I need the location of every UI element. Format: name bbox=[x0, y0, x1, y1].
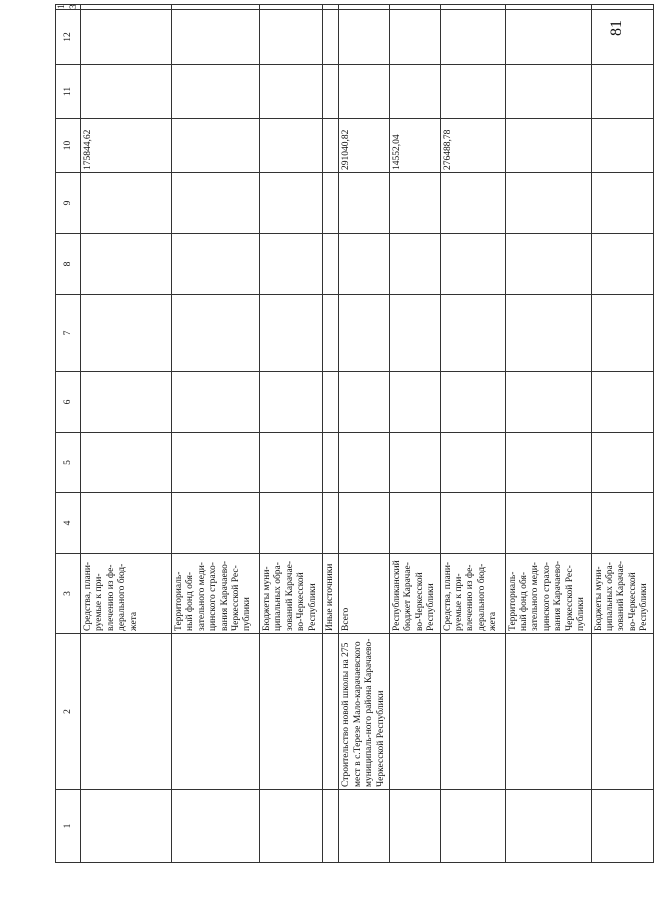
cell-col6 bbox=[172, 372, 260, 433]
cell-col1 bbox=[323, 790, 339, 863]
cell-col7 bbox=[323, 295, 339, 372]
cell-col13 bbox=[260, 5, 323, 10]
table-row bbox=[390, 5, 441, 863]
header-cell: 9 bbox=[56, 173, 81, 234]
cell-col11 bbox=[172, 65, 260, 119]
cell-col11 bbox=[591, 65, 653, 119]
cell-col6 bbox=[339, 372, 390, 433]
cell-col12 bbox=[591, 10, 653, 65]
cell-col8 bbox=[440, 234, 505, 295]
cell-col6 bbox=[81, 372, 172, 433]
cell-col4 bbox=[260, 493, 323, 554]
cell-col5 bbox=[440, 433, 505, 493]
cell-col6 bbox=[323, 372, 339, 433]
cell-col8 bbox=[591, 234, 653, 295]
header-cell: 3 bbox=[56, 554, 81, 634]
cell-col2 bbox=[260, 634, 323, 790]
cell-col9 bbox=[591, 173, 653, 234]
cell-col7 bbox=[260, 295, 323, 372]
cell-col5 bbox=[390, 433, 441, 493]
cell-col1 bbox=[440, 790, 505, 863]
cell-col13 bbox=[390, 5, 441, 10]
cell-amount: 14552,04 bbox=[390, 119, 441, 173]
cell-col1 bbox=[591, 790, 653, 863]
cell-col5 bbox=[505, 433, 591, 493]
cell-col7 bbox=[81, 295, 172, 372]
cell-col1 bbox=[260, 790, 323, 863]
cell-col7 bbox=[172, 295, 260, 372]
header-cell: 11 bbox=[56, 65, 81, 119]
page-number: 81 bbox=[608, 20, 625, 36]
cell-col9 bbox=[505, 173, 591, 234]
cell-col2 bbox=[390, 634, 441, 790]
cell-col2 bbox=[323, 634, 339, 790]
table-row bbox=[591, 5, 653, 863]
cell-col8 bbox=[339, 234, 390, 295]
cell-source: Бюджеты муни-ципальных обра-зований Карачае-во-Черкесской Республики bbox=[260, 554, 323, 634]
cell-source: Республиканский бюджет Карачае-во-Черкесской Республики bbox=[390, 554, 441, 634]
cell-col6 bbox=[505, 372, 591, 433]
cell-col11 bbox=[260, 65, 323, 119]
cell-col13 bbox=[339, 5, 390, 10]
table-row bbox=[323, 5, 339, 863]
cell-col1 bbox=[339, 790, 390, 863]
header-cell: 13 bbox=[57, 4, 79, 9]
cell-source: Иные источники bbox=[323, 554, 339, 634]
cell-col4 bbox=[591, 493, 653, 554]
cell-col5 bbox=[339, 433, 390, 493]
cell-col4 bbox=[339, 493, 390, 554]
cell-col4 bbox=[390, 493, 441, 554]
cell-source: Средства, плани-руемые к при-влечению из фе-дерального бюд-жета bbox=[440, 554, 505, 634]
cell-col1 bbox=[505, 790, 591, 863]
cell-col11 bbox=[390, 65, 441, 119]
cell-amount: 291040,82 bbox=[339, 119, 390, 173]
cell-col2 bbox=[505, 634, 591, 790]
cell-col13 bbox=[81, 5, 172, 10]
cell-source: Территориаль-ный фонд обя-зательного меди-цинского страхо-вания Карачаево-Черкесской Рес-публики bbox=[172, 554, 260, 634]
cell-col6 bbox=[390, 372, 441, 433]
cell-col12 bbox=[440, 10, 505, 65]
cell-col11 bbox=[440, 65, 505, 119]
cell-col9 bbox=[339, 173, 390, 234]
header-cell: 10 bbox=[56, 119, 81, 173]
cell-col13 bbox=[591, 5, 653, 10]
cell-amount bbox=[260, 119, 323, 173]
cell-col9 bbox=[260, 173, 323, 234]
table-row bbox=[339, 5, 390, 863]
cell-col8 bbox=[505, 234, 591, 295]
header-cell: 2 bbox=[56, 634, 81, 790]
cell-col11 bbox=[81, 65, 172, 119]
cell-col4 bbox=[505, 493, 591, 554]
cell-col9 bbox=[390, 173, 441, 234]
cell-col4 bbox=[323, 493, 339, 554]
cell-amount bbox=[591, 119, 653, 173]
table-row bbox=[505, 5, 591, 863]
cell-amount bbox=[323, 119, 339, 173]
cell-col12 bbox=[505, 10, 591, 65]
cell-col8 bbox=[172, 234, 260, 295]
table-row bbox=[440, 5, 505, 863]
cell-col9 bbox=[440, 173, 505, 234]
cell-col7 bbox=[339, 295, 390, 372]
cell-col11 bbox=[505, 65, 591, 119]
cell-col9 bbox=[323, 173, 339, 234]
cell-col7 bbox=[440, 295, 505, 372]
cell-col12 bbox=[260, 10, 323, 65]
cell-amount: 276488,78 bbox=[440, 119, 505, 173]
cell-col4 bbox=[440, 493, 505, 554]
cell-col8 bbox=[81, 234, 172, 295]
header-row bbox=[56, 5, 81, 863]
cell-col2 bbox=[591, 634, 653, 790]
cell-col9 bbox=[172, 173, 260, 234]
cell-amount bbox=[505, 119, 591, 173]
header-cell: 8 bbox=[56, 234, 81, 295]
cell-col6 bbox=[591, 372, 653, 433]
header-cell: 5 bbox=[56, 433, 81, 493]
table-row bbox=[172, 5, 260, 863]
cell-col12 bbox=[172, 10, 260, 65]
cell-col1 bbox=[81, 790, 172, 863]
cell-col8 bbox=[323, 234, 339, 295]
header-cell: 6 bbox=[56, 372, 81, 433]
cell-col13 bbox=[505, 5, 591, 10]
cell-col13 bbox=[440, 5, 505, 10]
cell-col5 bbox=[323, 433, 339, 493]
cell-col2 bbox=[440, 634, 505, 790]
cell-col5 bbox=[81, 433, 172, 493]
cell-col11 bbox=[323, 65, 339, 119]
cell-col7 bbox=[390, 295, 441, 372]
cell-col4 bbox=[172, 493, 260, 554]
cell-col7 bbox=[591, 295, 653, 372]
cell-source: Всего bbox=[339, 554, 390, 634]
table-row bbox=[260, 5, 323, 863]
cell-col2 bbox=[172, 634, 260, 790]
cell-col6 bbox=[440, 372, 505, 433]
cell-col13 bbox=[172, 5, 260, 10]
cell-amount: 175844,62 bbox=[81, 119, 172, 173]
cell-col2 bbox=[81, 634, 172, 790]
cell-amount bbox=[172, 119, 260, 173]
cell-col1 bbox=[390, 790, 441, 863]
header-cell: 4 bbox=[56, 493, 81, 554]
cell-col8 bbox=[260, 234, 323, 295]
cell-col7 bbox=[505, 295, 591, 372]
cell-col12 bbox=[339, 10, 390, 65]
cell-col13 bbox=[323, 5, 339, 10]
cell-col9 bbox=[81, 173, 172, 234]
cell-col4 bbox=[81, 493, 172, 554]
cell-col8 bbox=[390, 234, 441, 295]
cell-source: Средства, плани-руемые к при-влечению из фе-дерального бюд-жета bbox=[81, 554, 172, 634]
cell-col12 bbox=[390, 10, 441, 65]
cell-col5 bbox=[591, 433, 653, 493]
funding-table bbox=[55, 4, 654, 863]
header-cell: 1 bbox=[56, 790, 81, 863]
cell-col5 bbox=[260, 433, 323, 493]
cell-source: Бюджеты муни-ципальных обра-зований Карачае-во-Черкесской Республики bbox=[591, 554, 653, 634]
cell-col11 bbox=[339, 65, 390, 119]
cell-col5 bbox=[172, 433, 260, 493]
cell-col12 bbox=[323, 10, 339, 65]
header-cell: 12 bbox=[56, 10, 81, 65]
cell-project: Строительство новой школы на 275 мест в с.Терезе Мало-карачаевского муниципаль-ного района Карачаево-Черкесской Республики bbox=[339, 634, 390, 790]
cell-col6 bbox=[260, 372, 323, 433]
cell-col1 bbox=[172, 790, 260, 863]
table-row bbox=[81, 5, 172, 863]
cell-col12 bbox=[81, 10, 172, 65]
cell-source: Территориаль-ный фонд обя-зательного меди-цинского страхо-вания Карачаево-Черкесской Рес-публики bbox=[505, 554, 591, 634]
header-cell: 7 bbox=[56, 295, 81, 372]
